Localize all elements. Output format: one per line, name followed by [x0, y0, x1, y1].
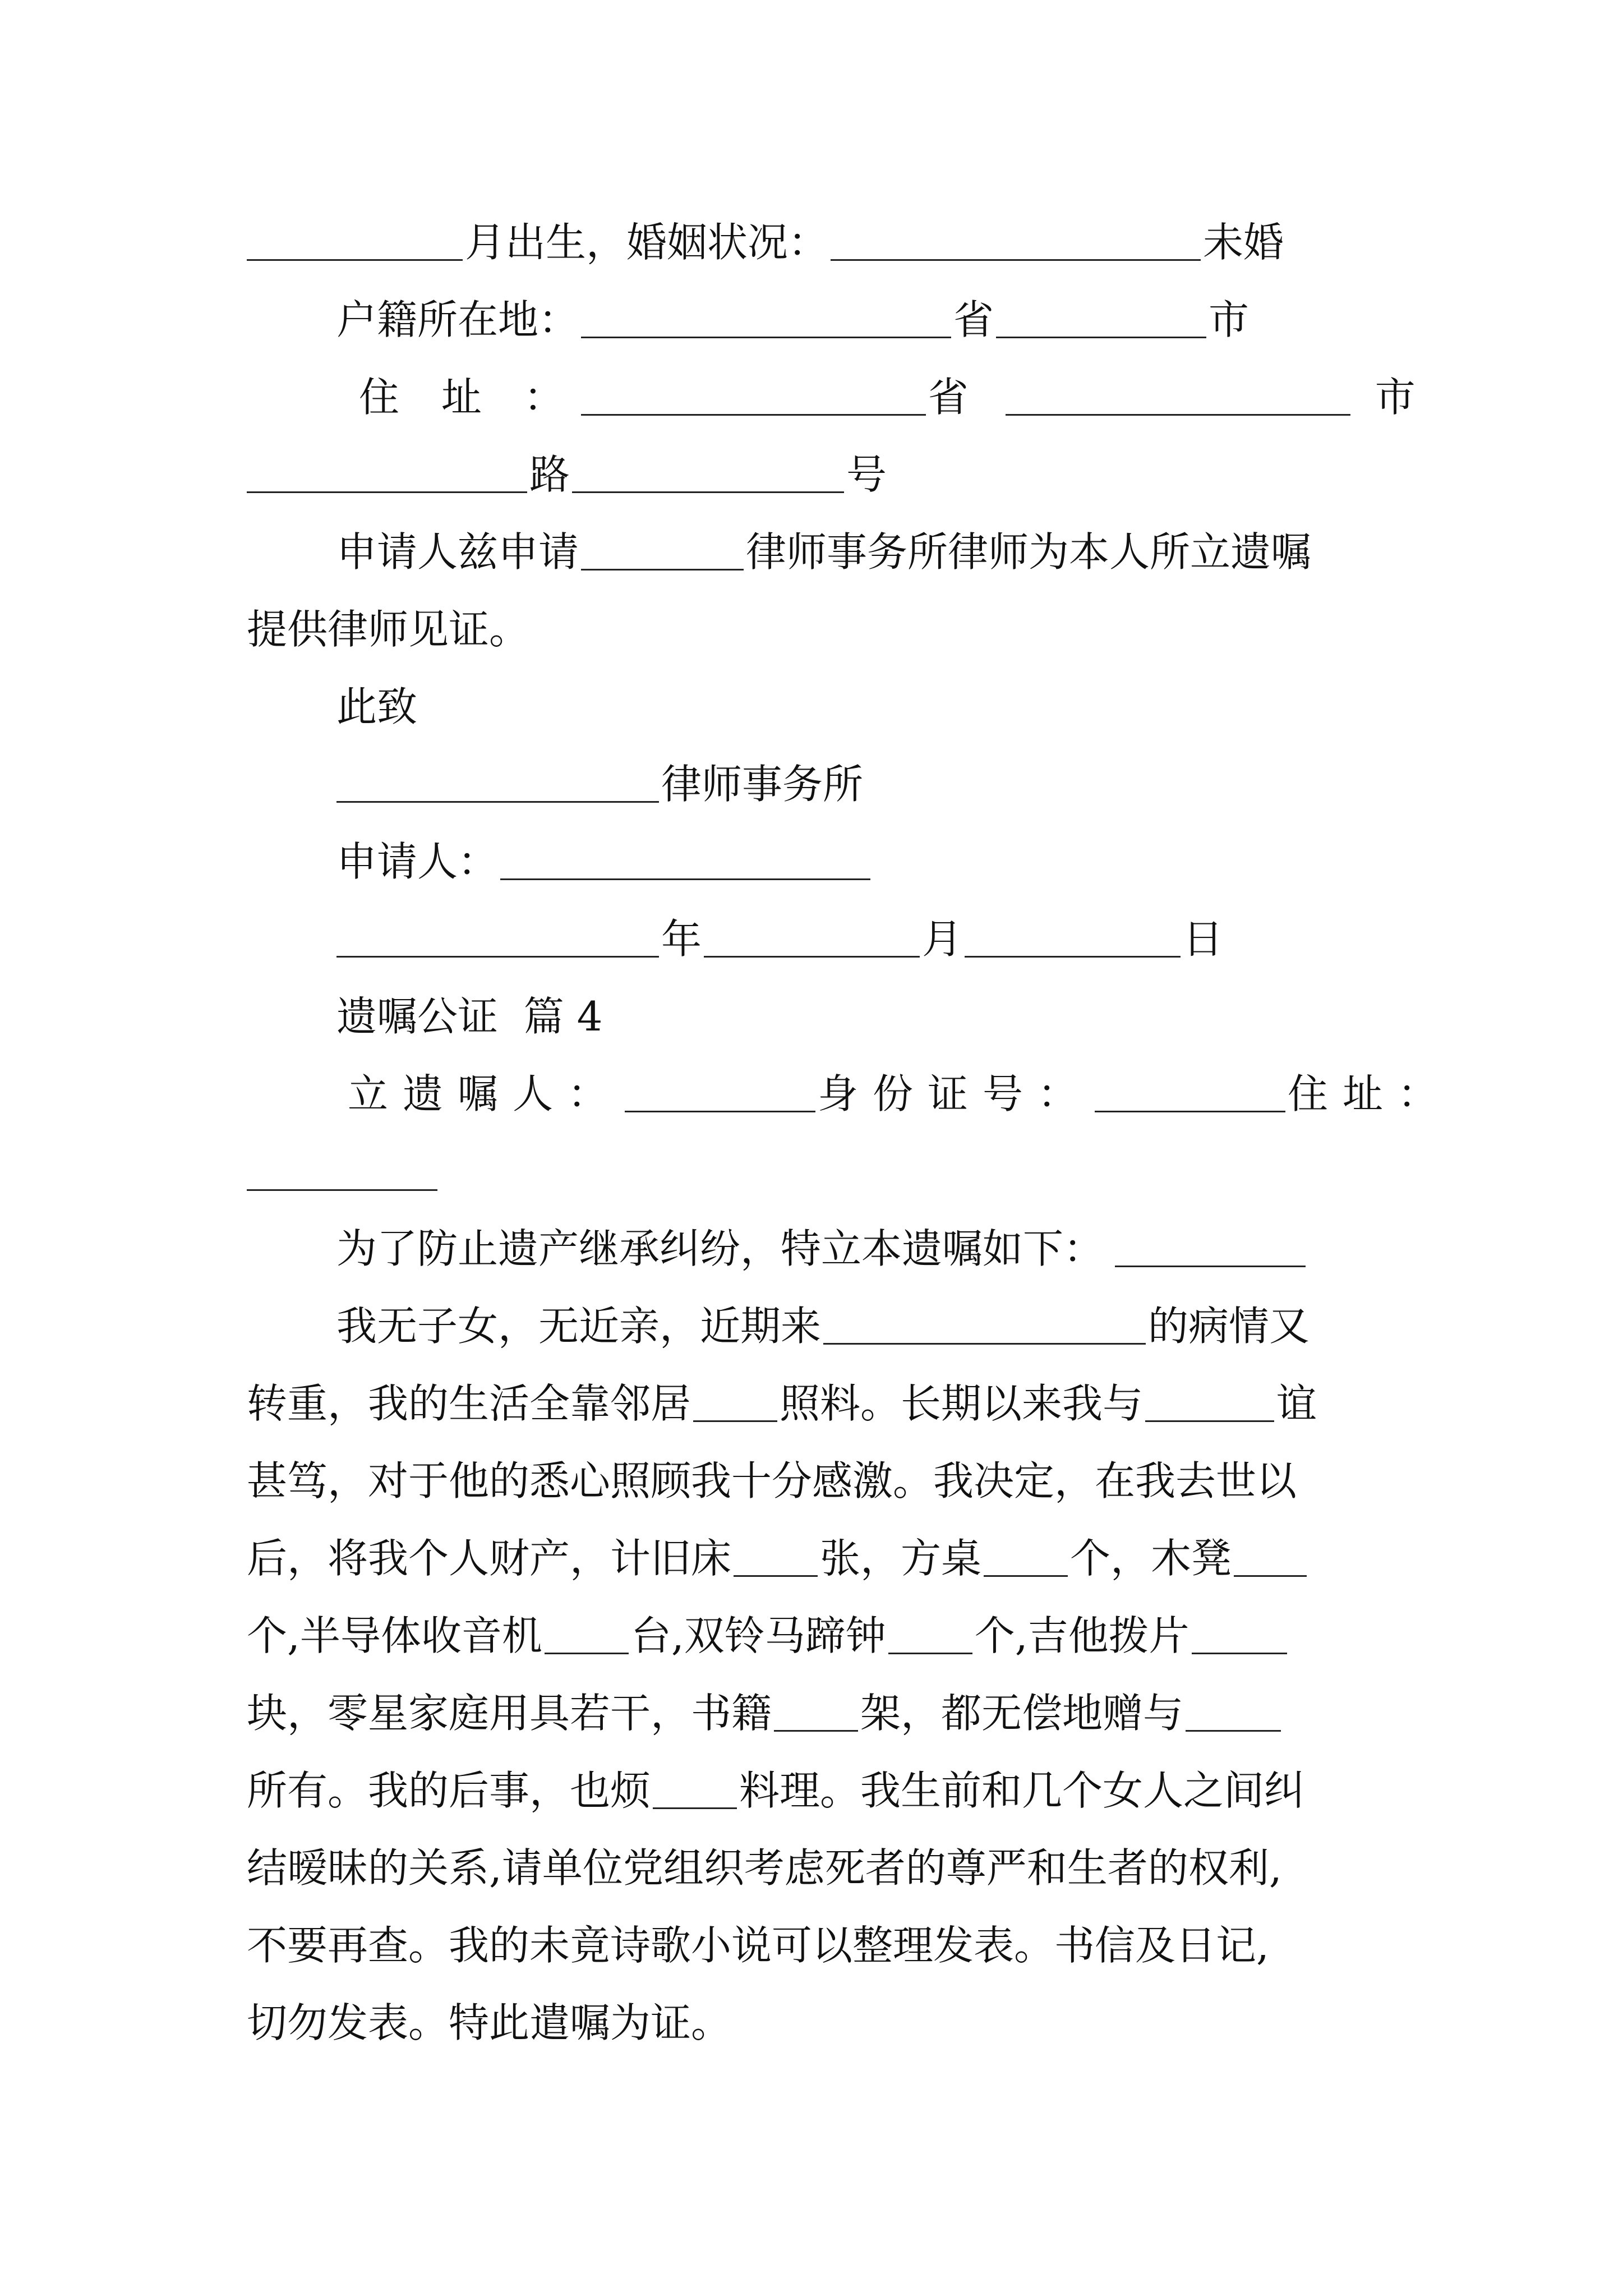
blank-line — [888, 1653, 972, 1654]
salutation: 此致 — [336, 683, 418, 730]
blank-line — [1115, 1266, 1306, 1267]
blank-line — [984, 1575, 1068, 1577]
line-address-blank — [247, 1144, 440, 1200]
line-intro — [336, 1221, 1308, 1277]
para-text: 结暧昧的关系,请单位党组织考虑死者的尊严和生者的权利, — [247, 1844, 1282, 1892]
line-testator — [348, 1066, 1453, 1122]
line-application-cont — [247, 601, 529, 657]
city-label: 市 — [1209, 296, 1249, 343]
para-text: 架，都无偿地赠与 — [860, 1690, 1184, 1737]
blank-line — [693, 1420, 777, 1422]
para-text: 转重，我的生活全靠邻居 — [247, 1380, 691, 1427]
blank-line — [336, 956, 659, 958]
road-label: 路 — [529, 451, 570, 498]
para-line-8 — [247, 1840, 1282, 1896]
line-salutation — [336, 679, 417, 735]
blank-line — [1192, 1653, 1287, 1654]
para-text: 谊 — [1276, 1380, 1317, 1427]
line-application — [336, 524, 1311, 580]
para-text: 个,半导体收音机 — [247, 1612, 542, 1659]
blank-line — [625, 1111, 815, 1112]
applicant-label: 申请人： — [336, 838, 499, 885]
blank-line — [831, 259, 1201, 261]
para-text: 我无子女，无近亲，近期来 — [336, 1303, 822, 1350]
blank-line — [1186, 1730, 1281, 1732]
blank-line — [247, 259, 463, 261]
para-line-3 — [247, 1453, 1297, 1509]
day-label: 日 — [1183, 915, 1224, 963]
application-text-cont: 提供律师见证。 — [247, 606, 530, 653]
para-line-1 — [336, 1298, 1310, 1354]
blank-line — [247, 1189, 437, 1191]
household-label: 户籍所在地： — [336, 296, 579, 343]
blank-line — [1145, 1420, 1274, 1422]
para-line-6 — [247, 1685, 1283, 1741]
province-label: 省 — [953, 296, 994, 343]
para-text: 的病情又 — [1148, 1303, 1310, 1350]
blank-line — [1095, 1111, 1285, 1112]
line-birth-marital — [247, 214, 1284, 270]
blank-line — [581, 414, 926, 416]
blank-line — [581, 569, 744, 570]
line-road-number — [247, 447, 887, 503]
month-label: 月 — [922, 915, 963, 963]
para-text: 个，木凳 — [1070, 1535, 1232, 1582]
application-text: 律师事务所律师为本人所立遗嘱 — [746, 528, 1312, 576]
blank-line — [545, 1653, 629, 1654]
application-label: 申请人兹申请 — [336, 528, 579, 576]
blank-line — [1234, 1575, 1307, 1577]
blank-line — [247, 491, 527, 493]
section-title: 遗嘱公证 篇 4 — [336, 993, 603, 1040]
para-line-9 — [247, 1917, 1269, 1973]
para-text: 不要再查。我的未竟诗歌小说可以整理发表。书信及日记, — [247, 1922, 1269, 1969]
para-text: 切勿发表。特此遣嘱为证。 — [247, 1999, 732, 2046]
line-address — [359, 369, 1430, 425]
line-date — [336, 911, 1223, 967]
blank-line — [1006, 414, 1350, 416]
para-text: 照料。长期以来我与 — [780, 1380, 1144, 1427]
blank-line — [965, 956, 1181, 958]
blank-line — [996, 337, 1206, 338]
para-text: 台,双铃马蹄钟 — [630, 1612, 886, 1659]
section-heading — [336, 988, 602, 1045]
number-label: 号 — [846, 451, 887, 498]
marital-status-value: 未婚 — [1203, 219, 1284, 266]
city-label-2: 市 — [1375, 374, 1430, 421]
blank-line — [653, 1807, 737, 1809]
para-text: 后，将我个人财产，计旧床 — [247, 1535, 732, 1582]
birth-marital-label: 月出生，婚姻状况： — [465, 219, 829, 266]
blank-line — [774, 1730, 858, 1732]
address-label: 住 址 ： — [359, 374, 579, 421]
intro-text: 为了防止遗产继承纠纷，特立本遗嘱如下： — [336, 1225, 1104, 1272]
blank-line — [704, 956, 920, 958]
line-applicant — [336, 834, 873, 890]
blank-line — [336, 801, 659, 803]
para-text: 块，零星家庭用具若干，书籍 — [247, 1690, 772, 1737]
testator-address-label: 住址： — [1288, 1070, 1453, 1117]
law-firm-label: 律师事务所 — [661, 761, 864, 808]
para-text: 张，方桌 — [820, 1535, 982, 1582]
para-line-10 — [247, 1995, 731, 2051]
blank-line — [500, 878, 870, 880]
blank-line — [823, 1343, 1146, 1345]
line-law-firm — [336, 756, 863, 812]
blank-line — [572, 491, 844, 493]
para-line-4 — [247, 1530, 1309, 1586]
year-label: 年 — [661, 915, 702, 963]
id-number-label: 身份证号： — [818, 1070, 1093, 1117]
para-line-2 — [247, 1375, 1317, 1432]
para-line-5 — [247, 1608, 1289, 1664]
para-text: 料理。我生前和几个女人之间纠 — [739, 1767, 1305, 1814]
testator-label: 立遗嘱人： — [348, 1070, 623, 1117]
blank-line — [581, 337, 951, 338]
para-text: 甚笃，对于他的悉心照顾我十分感激。我决定，在我去世以 — [247, 1457, 1297, 1504]
para-text: 个,吉他拨片 — [974, 1612, 1189, 1659]
province-label-2: 省 — [928, 374, 983, 421]
para-text: 所有。我的后事，也烦 — [247, 1767, 651, 1814]
para-line-7 — [247, 1763, 1304, 1819]
blank-line — [734, 1575, 818, 1577]
line-household-registration — [336, 292, 1249, 348]
